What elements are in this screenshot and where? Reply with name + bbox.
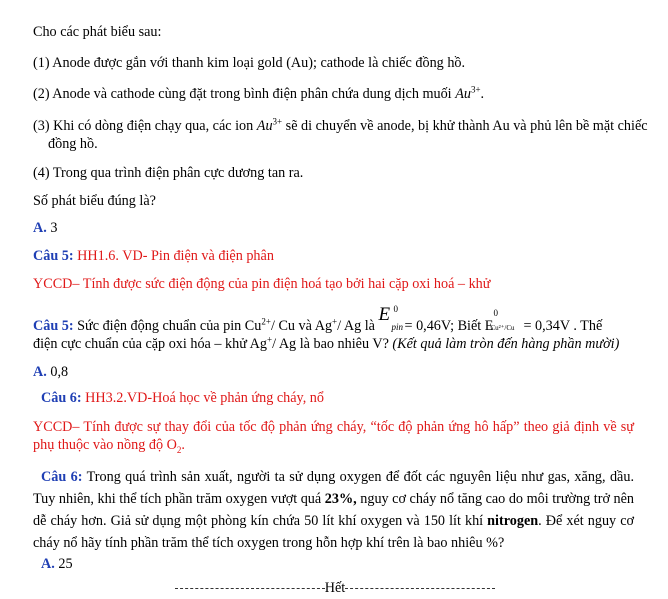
c5-question-line2: điện cực chuẩn của cặp oxi hóa – khử Ag+/ Ag là bao nhiêu V? (Kết quả làm tròn đến hàng phần mười) xyxy=(33,334,620,352)
c5-answer: A. 0,8 xyxy=(33,364,69,380)
end-text: Hết xyxy=(324,580,346,596)
q4-answer: A. 3 xyxy=(33,220,58,236)
c5-heading: Câu 5: HH1.6. VD- Pin điện và điện phân xyxy=(33,248,274,264)
dash-left xyxy=(175,588,325,589)
dash-right xyxy=(345,588,495,589)
statement-1: (1) Anode được gắn với thanh kim loại gold (Au); cathode là chiếc đồng hồ. xyxy=(33,55,466,71)
q4-prompt: Cho các phát biểu sau: xyxy=(33,24,162,40)
c5-yccd: YCCD– Tính được sức điện động của pin điện hoá tạo bởi hai cặp oxi hoá – khử xyxy=(33,276,491,292)
emf-symbol: E 0 pin xyxy=(378,304,404,332)
standard-potential-symbol: 0 Cu²⁺/Cu xyxy=(490,308,515,332)
statement-4: (4) Trong qua trình điện phân cực dương tan ra. xyxy=(33,165,304,181)
c6-question: Câu 6: Trong quá trình sản xuất, người ta sử dụng oxygen để đốt các nguyên liệu như gas, xăng, dầu. Tuy nhiên, khi thể tích phần trăm oxygen vượt quá 23%, nguy cơ cháy nổ tăng cao do môi trường trở nên dễ cháy hơn. Giả sử dụng một phòng kín chứa 50 lít khí oxygen và 150 lít khí nitrogen. Để xét nguy cơ cháy nổ hãy tính phần trăm thể tích oxygen trong hỗn hợp khí trên là bao nhiêu %? xyxy=(33,469,635,551)
c5-question-line1: Câu 5: Sức điện động chuẩn của pin $Cu^{2+}/$ Cu và Ag+/ Ag là E 0 pin = 0,46V; Biết E 0 Cu²⁺/Cu = 0,34V . Thế xyxy=(33,304,603,334)
q4-ask: Số phát biểu đúng là? xyxy=(33,193,156,209)
c6-answer: A. 25 xyxy=(41,556,73,572)
statement-3: (3) Khi có dòng điện chạy qua, các ion $Au^{3+}$ sẽ di chuyển về anode, bị khử thành Au và phủ lên bề mặt chiếc xyxy=(33,116,648,134)
c6-heading: Câu 6: HH3.2.VD-Hoá học về phản ứng cháy, nổ xyxy=(41,390,324,406)
statement-3-cont: đồng hồ. xyxy=(48,136,98,152)
c6-yccd: YCCD– Tính được sự thay đổi của tốc độ phản ứng cháy, “tốc độ phản ứng hô hấp” theo giả định về sự phụ thuộc vào nồng độ $O_2$. xyxy=(33,419,634,455)
statement-2: (2) Anode và cathode cùng đặt trong bình điện phân chứa dung dịch muối $Au^{3+}$. xyxy=(33,84,485,102)
end-marker xyxy=(165,580,505,596)
